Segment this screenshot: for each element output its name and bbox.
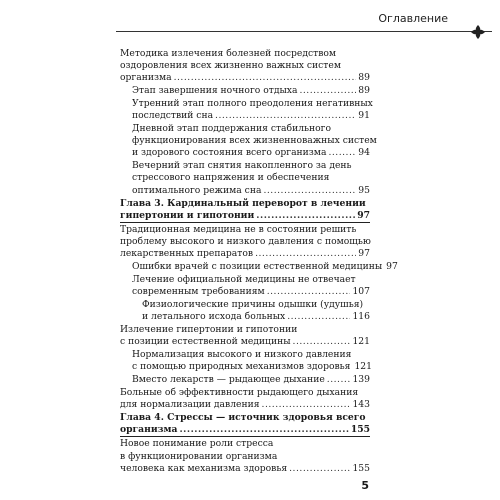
- dot-leader: [174, 72, 357, 84]
- toc-page-number: 89: [358, 72, 370, 84]
- toc-entry: [120, 324, 370, 348]
- dot-leader: [299, 85, 356, 97]
- toc-entry: [120, 98, 373, 122]
- toc-entry: [120, 160, 370, 196]
- dot-leader: [328, 147, 356, 159]
- toc-entry: [120, 224, 370, 260]
- toc-entry-text: Глава 4. Стрессы — источник здоровья всего: [120, 412, 366, 424]
- toc-entry-text: в функционировании организма: [120, 450, 278, 462]
- dot-leader: [255, 248, 356, 260]
- toc-page-number: 94: [358, 147, 370, 159]
- toc-entry-text: оптимального режима сна: [132, 184, 262, 196]
- toc-entry-text: с позиции естественной медицины: [120, 336, 291, 348]
- toc-page-number: 155: [352, 462, 370, 474]
- toc-entry-text: Утренний этап полного преодоления негативных: [132, 98, 373, 110]
- dot-leader: [263, 185, 356, 197]
- toc-entry-text: лекарственных препаратов: [120, 247, 254, 259]
- toc-entry-text: Вместо лекарств — рыдающее дыхание: [132, 374, 325, 386]
- toc-page-number: 97: [386, 260, 398, 272]
- toc-page-number: 107: [352, 285, 370, 297]
- dot-leader: [293, 336, 351, 348]
- dot-leader: [215, 110, 356, 122]
- table-of-contents: [120, 48, 398, 476]
- dot-leader: [289, 463, 350, 475]
- toc-entry: [120, 374, 370, 386]
- toc-entry-text: проблему высокого и низкого давления с помощью: [120, 235, 371, 247]
- toc-page-number: 97: [358, 247, 370, 259]
- toc-entry: [120, 260, 398, 273]
- toc-entry-text: для нормализации давления: [120, 399, 260, 411]
- toc-entry-text: стрессового напряжения и обеспечения: [132, 172, 330, 184]
- dot-leader: [267, 286, 351, 298]
- page-number: 5: [361, 479, 369, 492]
- toc-entry-text: и летального исхода больных: [142, 310, 286, 322]
- toc-entry-text: Лечение официальной медицины не отвечает: [132, 273, 356, 285]
- toc-entry: [120, 274, 370, 298]
- toc-entry-text: оздоровления всех жизненно важных систем: [120, 60, 341, 72]
- toc-entry-text: Новое понимание роли стресса: [120, 438, 274, 450]
- toc-entry-text: современным требованиям: [132, 285, 265, 297]
- toc-entry-text: Методика излечения болезней посредством: [120, 48, 337, 59]
- dot-leader: [327, 374, 351, 386]
- dot-leader: [262, 399, 351, 411]
- toc-entry-text: Больные об эффективности рыдающего дыхания: [120, 387, 359, 399]
- toc-page-number: 97: [357, 209, 370, 221]
- toc-page-number: 121: [352, 336, 370, 348]
- toc-page-number: 91: [358, 110, 370, 122]
- dot-leader: [179, 424, 348, 436]
- dot-leader: [287, 311, 350, 323]
- toc-page-number: 89: [358, 85, 370, 97]
- toc-entry-text: Традиционная медицина не в состоянии решить: [120, 223, 357, 235]
- toc-entry-text: гипертонии и гипотонии: [120, 209, 255, 221]
- toc-page-number: 155: [350, 424, 370, 436]
- toc-page-number: 139: [352, 374, 370, 386]
- running-header-title: Оглавление: [378, 12, 448, 25]
- toc-entry: [120, 123, 377, 159]
- toc-entry-text: функционирования всех жизненноважных систем: [132, 135, 377, 147]
- toc-entry: [120, 299, 370, 323]
- toc-entry-text: Глава 3. Кардинальный переворот в лечении: [120, 197, 366, 209]
- toc-page-number: 116: [352, 310, 370, 322]
- toc-entry-text: Излечение гипертонии и гипотонии: [120, 324, 298, 336]
- header-rule: [116, 31, 492, 32]
- toc-entry-text: и здорового состояния всего организма: [132, 147, 327, 159]
- toc-entry-text: Вечерний этап снятия накопленного за день: [132, 160, 352, 172]
- toc-entry-text: Ошибки врачей с позиции естественной медицины: [132, 260, 383, 272]
- leaf-ornament-icon: [470, 24, 486, 40]
- toc-page-number: 143: [352, 399, 370, 411]
- toc-entry: [120, 387, 370, 411]
- dot-leader: [256, 210, 355, 222]
- toc-entry: [120, 438, 370, 474]
- toc-entry-text: Физиологические причины одышки (удушья): [142, 298, 364, 310]
- toc-entry-text: организма: [120, 72, 172, 84]
- toc-entry: [120, 412, 370, 437]
- toc-page-number: 95: [358, 184, 370, 196]
- toc-entry: [120, 48, 370, 84]
- toc-entry: [120, 349, 370, 373]
- toc-entry-text: Дневной этап поддержания стабильного: [132, 123, 332, 135]
- toc-entry-text: Нормализация высокого и низкого давления: [132, 349, 352, 361]
- toc-entry-text: Этап завершения ночного отдыха: [132, 85, 298, 97]
- toc-entry: [120, 198, 370, 223]
- toc-entry-text: человека как механизма здоровья: [120, 462, 288, 474]
- toc-entry: [120, 85, 370, 97]
- toc-page-number: 121: [354, 361, 372, 373]
- toc-entry-text: организма: [120, 424, 178, 436]
- toc-entry-text: последствий сна: [132, 110, 214, 122]
- toc-entry-text: с помощью природных механизмов здоровья: [132, 361, 351, 373]
